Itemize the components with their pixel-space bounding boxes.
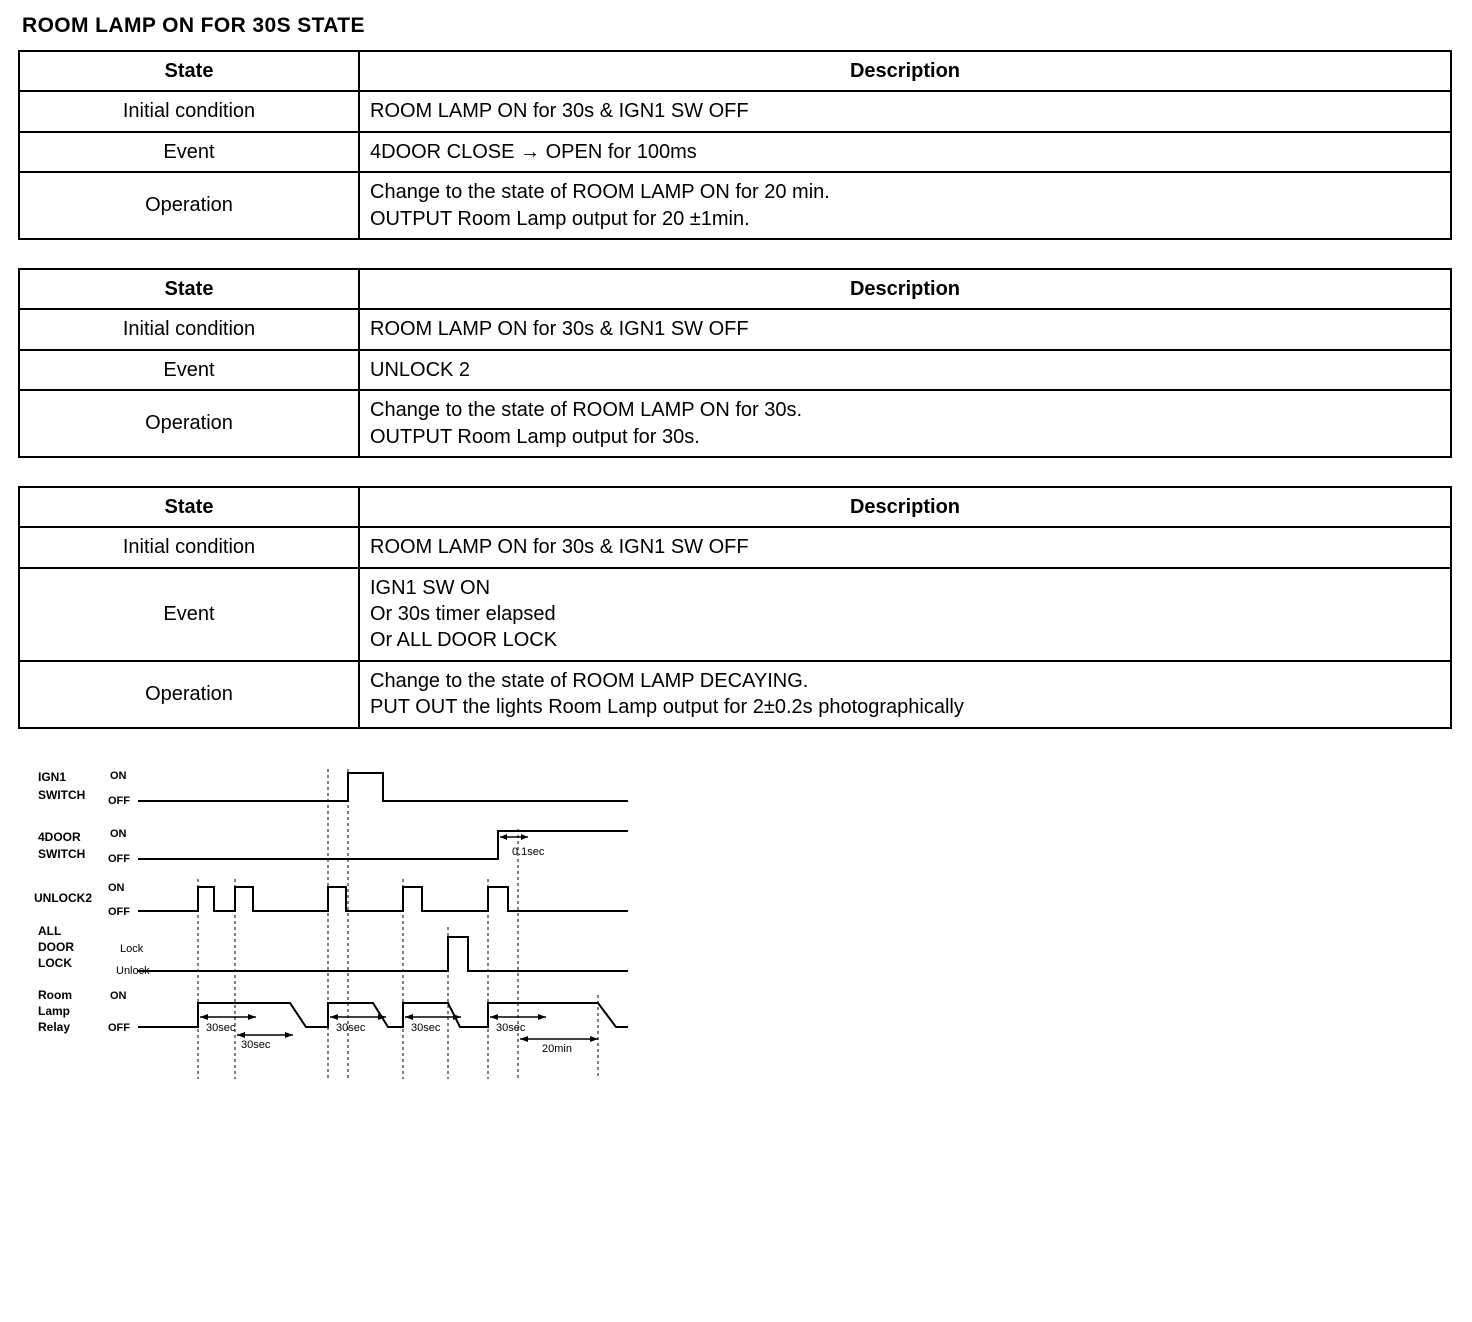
page-title: ROOM LAMP ON FOR 30S STATE — [22, 14, 365, 37]
signal-label-roomlamp-line3: Relay — [38, 1019, 71, 1034]
table-row — [19, 269, 1451, 309]
row-label-initial-condition: Initial condition — [19, 309, 359, 349]
row-label-event: Event — [19, 350, 359, 390]
operation-line-1: Change to the state of ROOM LAMP ON for 20 min. — [370, 181, 830, 204]
table-row — [19, 661, 1451, 728]
signal-high-label-ign1: ON — [110, 769, 127, 782]
operation-line-2: OUTPUT Room Lamp output for 30s. — [370, 425, 700, 448]
waveform-ign1-switch — [138, 773, 628, 801]
annotation-30sec-3: 30sec — [336, 1021, 366, 1034]
annotation-30sec-4: 30sec — [411, 1021, 441, 1034]
table-row — [19, 527, 1451, 567]
cell-initial-condition: ROOM LAMP ON for 30s & IGN1 SW OFF — [359, 527, 1451, 567]
signal-low-label-alldoorlock: Unlock — [116, 964, 150, 977]
cell-initial-condition: ROOM LAMP ON for 30s & IGN1 SW OFF — [359, 91, 1451, 131]
signal-label-alldoorlock-line3: LOCK — [38, 955, 72, 970]
operation-line-1: Change to the state of ROOM LAMP ON for 30s. — [370, 399, 803, 422]
signal-high-label-roomlamp: ON — [110, 989, 127, 1002]
signal-label-unlock2: UNLOCK2 — [34, 890, 93, 905]
operation-line-1: Change to the state of ROOM LAMP DECAYING. — [370, 669, 809, 692]
table-row — [19, 390, 1451, 457]
table-row — [19, 91, 1451, 131]
row-label-initial-condition: Initial condition — [19, 527, 359, 567]
table-row — [19, 487, 1451, 527]
cell-operation — [359, 172, 1451, 239]
row-label-event: Event — [19, 568, 359, 661]
signal-high-label-4door: ON — [110, 827, 127, 840]
signal-label-alldoorlock-line2: DOOR — [38, 939, 74, 954]
event-line-2: Or 30s timer elapsed — [370, 603, 556, 626]
cell-event: UNLOCK 2 — [359, 350, 1451, 390]
signal-label-4door-line1: 4DOOR — [38, 829, 81, 844]
row-label-operation: Operation — [19, 390, 359, 457]
signal-high-label-alldoorlock: Lock — [120, 942, 144, 955]
column-header-description: Description — [359, 487, 1451, 527]
table-row — [19, 132, 1451, 172]
signal-high-label-unlock2: ON — [108, 881, 125, 894]
table-row — [19, 172, 1451, 239]
row-label-operation: Operation — [19, 661, 359, 728]
signal-label-ign1-line2: SWITCH — [38, 787, 86, 802]
event-line-3: Or ALL DOOR LOCK — [370, 629, 558, 652]
cell-initial-condition: ROOM LAMP ON for 30s & IGN1 SW OFF — [359, 309, 1451, 349]
signal-label-roomlamp-line1: Room — [38, 987, 72, 1002]
row-label-operation: Operation — [19, 172, 359, 239]
operation-line-2: PUT OUT the lights Room Lamp output for 2±0.2s photographically — [370, 696, 964, 719]
annotation-0-1sec: 0.1sec — [512, 845, 545, 858]
column-header-description: Description — [359, 51, 1451, 91]
signal-low-label-roomlamp: OFF — [108, 1021, 130, 1034]
annotation-20min: 20min — [542, 1042, 572, 1055]
table-row — [19, 309, 1451, 349]
state-table-3 — [18, 486, 1452, 729]
annotation-30sec-1: 30sec — [206, 1021, 236, 1034]
column-header-description: Description — [359, 269, 1451, 309]
row-label-event: Event — [19, 132, 359, 172]
table-row — [19, 51, 1451, 91]
signal-label-alldoorlock-line1: ALL — [38, 923, 62, 938]
column-header-state: State — [19, 269, 359, 309]
signal-low-label-4door: OFF — [108, 852, 130, 865]
state-table-1 — [18, 50, 1452, 240]
signal-label-4door-line2: SWITCH — [38, 846, 86, 861]
timing-diagram — [28, 759, 688, 1089]
signal-label-roomlamp-line2: Lamp — [38, 1003, 71, 1018]
row-label-initial-condition: Initial condition — [19, 91, 359, 131]
cell-event: 4DOOR CLOSE → OPEN for 100ms — [359, 132, 1451, 172]
cell-operation — [359, 661, 1451, 728]
operation-line-2: OUTPUT Room Lamp output for 20 ±1min. — [370, 207, 750, 230]
table-row — [19, 350, 1451, 390]
waveform-4door-switch — [138, 831, 628, 859]
state-table-2 — [18, 268, 1452, 458]
annotation-30sec-2: 30sec — [241, 1038, 271, 1051]
signal-low-label-ign1: OFF — [108, 794, 130, 807]
signal-low-label-unlock2: OFF — [108, 905, 130, 918]
annotation-30sec-5: 30sec — [496, 1021, 526, 1034]
signal-label-ign1-line1: IGN1 — [38, 769, 67, 784]
cell-event — [359, 568, 1451, 661]
guide-lines — [198, 769, 598, 1079]
waveform-unlock2 — [138, 887, 628, 911]
event-line-1: IGN1 SW ON — [370, 576, 491, 599]
table-row — [19, 568, 1451, 661]
column-header-state: State — [19, 487, 359, 527]
column-header-state: State — [19, 51, 359, 91]
waveform-all-door-lock — [138, 937, 628, 971]
cell-operation — [359, 390, 1451, 457]
